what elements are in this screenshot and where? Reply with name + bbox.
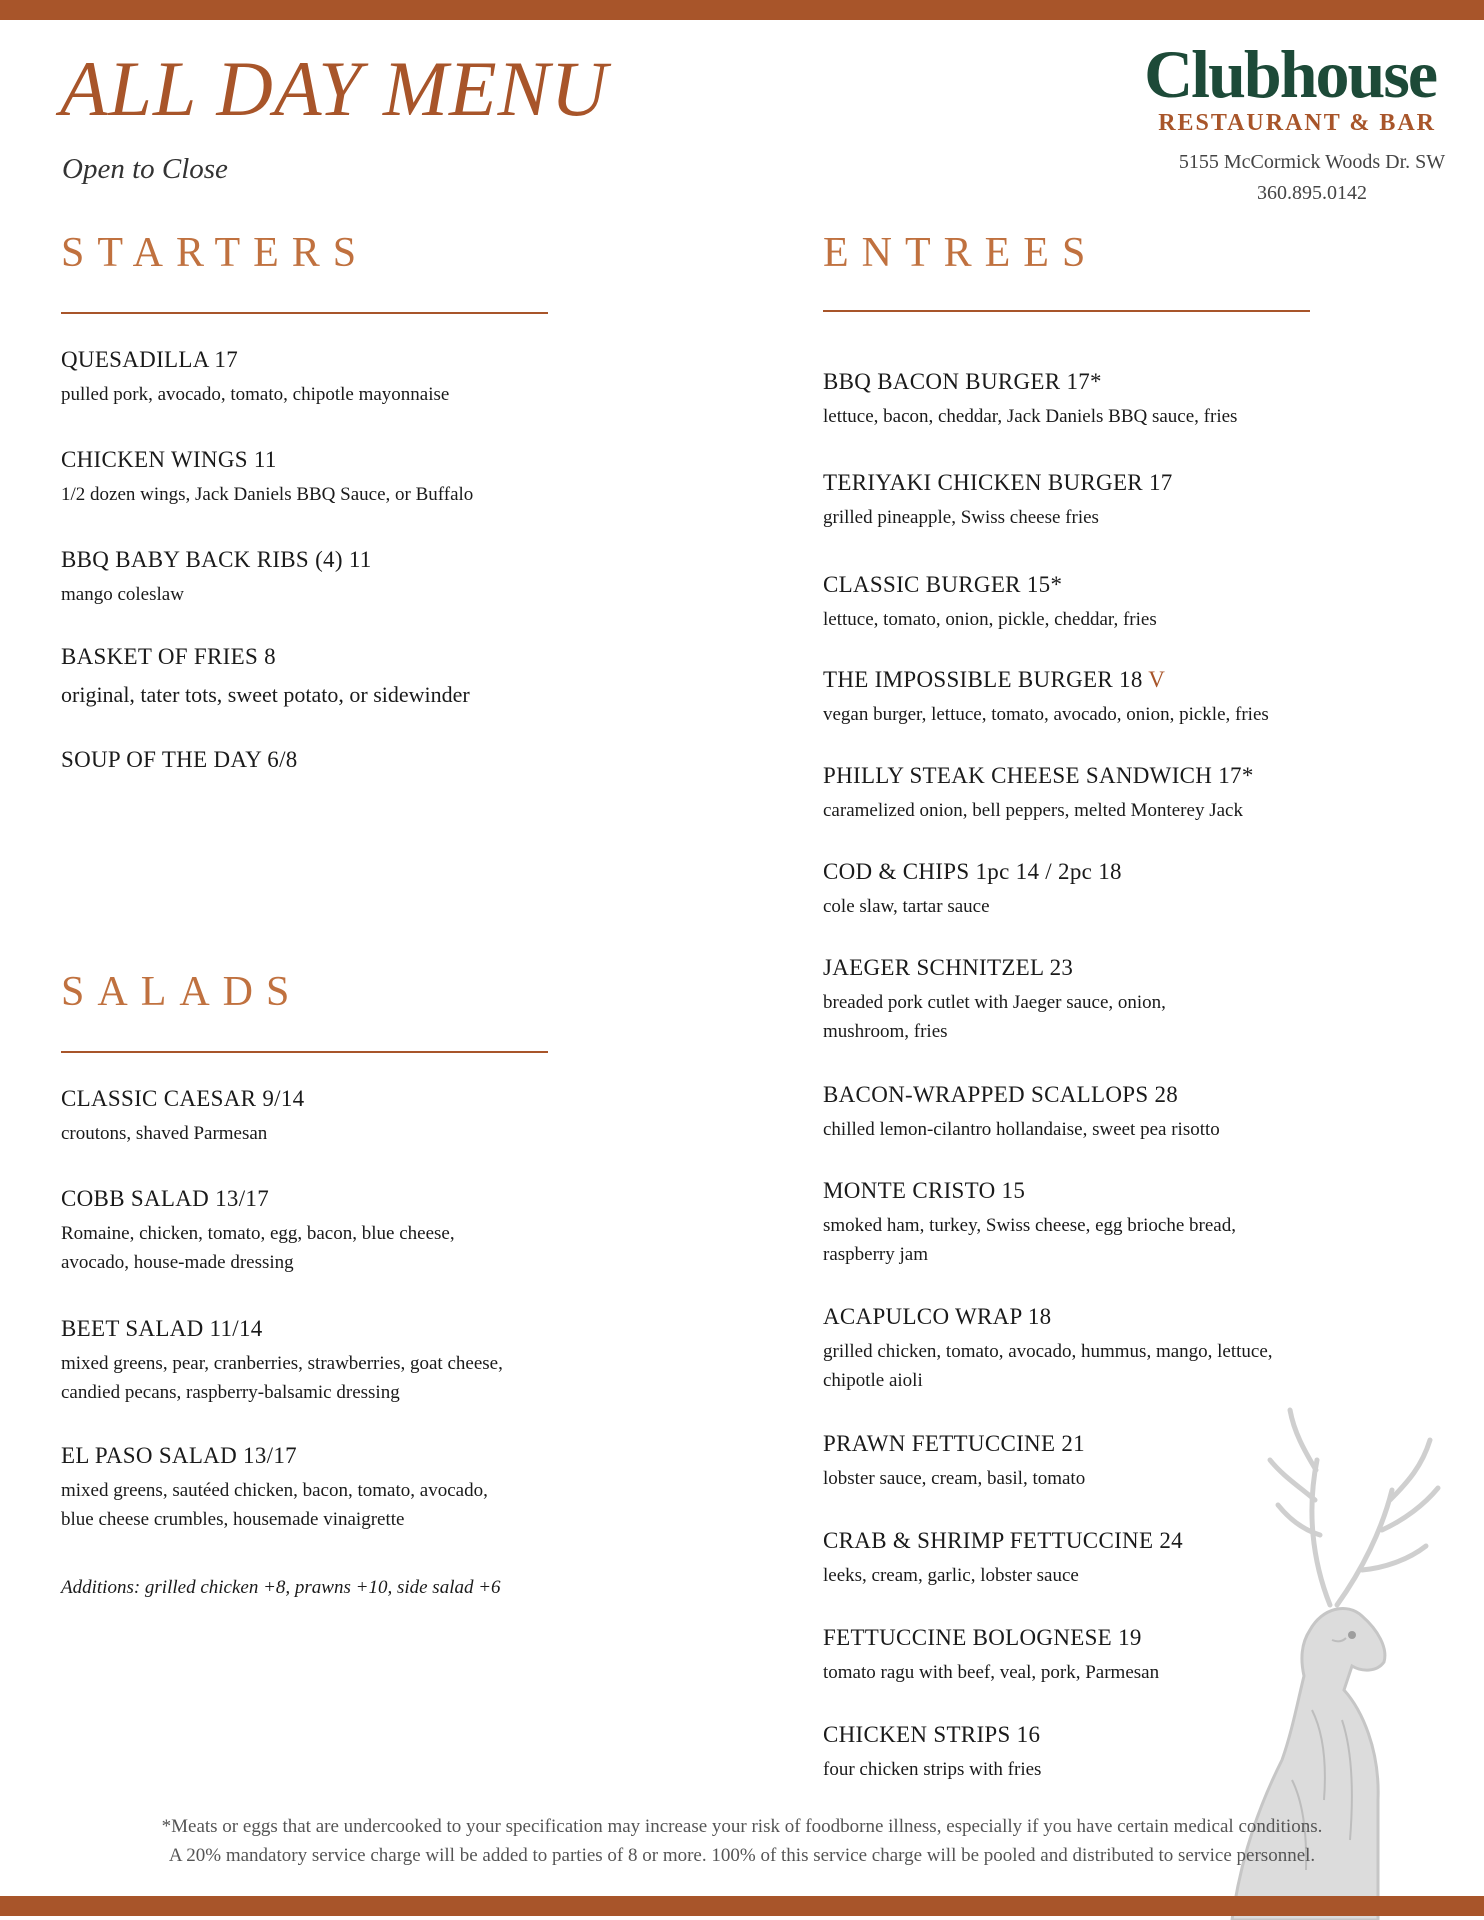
item-description-line: mushroom, fries (823, 1020, 948, 1042)
entrees-heading: ENTREES (823, 230, 1099, 276)
restaurant-logo (1120, 36, 1460, 205)
menu-item (823, 470, 1443, 533)
menu-subtitle: Open to Close (62, 153, 228, 185)
item-name: CLASSIC BURGER 15* (823, 572, 1063, 597)
salads-divider (61, 1051, 548, 1053)
salad-additions-note: Additions: grilled chicken +8, prawns +10, side salad +6 (61, 1577, 501, 1598)
item-description (61, 1477, 621, 1534)
item-description: lettuce, tomato, onion, pickle, cheddar, fries (823, 609, 1157, 630)
item-name: PRAWN FETTUCCINE 21 (823, 1431, 1085, 1456)
item-name: BBQ BACON BURGER 17* (823, 369, 1102, 394)
menu-item (61, 1086, 621, 1149)
menu-item (823, 859, 1443, 922)
item-name: JAEGER SCHNITZEL 23 (823, 955, 1074, 980)
item-description: cole slaw, tartar sauce (823, 896, 990, 917)
menu-item (823, 1082, 1443, 1145)
item-description: croutons, shaved Parmesan (61, 1123, 268, 1144)
item-name: BEET SALAD 11/14 (61, 1316, 263, 1341)
starters-divider (61, 312, 548, 314)
disclaimer-line: *Meats or eggs that are undercooked to your specification may increase your risk of foodborne illness, especially if you have certain medical conditions. (161, 1816, 1323, 1837)
item-description-line: avocado, house-made dressing (61, 1251, 294, 1273)
item-name: TERIYAKI CHICKEN BURGER 17 (823, 470, 1173, 495)
menu-item (823, 1625, 1443, 1688)
logo-name: Clubhouse (1144, 36, 1436, 112)
item-name: FETTUCCINE BOLOGNESE 19 (823, 1625, 1142, 1650)
item-description: vegan burger, lettuce, tomato, avocado, onion, pickle, fries (823, 704, 1269, 725)
menu-item (823, 1722, 1443, 1785)
menu-item (823, 1431, 1443, 1494)
item-name: CLASSIC CAESAR 9/14 (61, 1086, 305, 1111)
item-description-line: chipotle aioli (823, 1369, 923, 1391)
item-name: PHILLY STEAK CHEESE SANDWICH 17* (823, 763, 1254, 788)
item-description: four chicken strips with fries (823, 1759, 1042, 1780)
disclaimer-line: A 20% mandatory service charge will be added to parties of 8 or more. 100% of this service charge will be pooled and distributed to service personnel. (168, 1845, 1316, 1867)
item-name: QUESADILLA 17 (61, 347, 239, 372)
item-description-line: Romaine, chicken, tomato, egg, bacon, blue cheese, (61, 1223, 455, 1244)
item-description (823, 989, 1443, 1046)
menu-item (823, 763, 1443, 826)
item-description: tomato ragu with beef, veal, pork, Parmesan (823, 1662, 1160, 1683)
item-name: COD & CHIPS 1pc 14 / 2pc 18 (823, 859, 1122, 884)
menu-item (61, 1443, 621, 1534)
item-name: ACAPULCO WRAP 18 (823, 1304, 1052, 1329)
item-description (823, 1338, 1443, 1395)
item-name: CHICKEN WINGS 11 (61, 447, 277, 472)
menu-title: ALL DAY MENU (60, 45, 609, 132)
item-description-line: mixed greens, pear, cranberries, strawberries, goat cheese, (61, 1353, 503, 1374)
item-name: CHICKEN STRIPS 16 (823, 1722, 1041, 1747)
item-name-row (823, 667, 1443, 693)
vegan-mark: V (1148, 667, 1166, 692)
menu-item (61, 447, 621, 510)
item-description-line: raspberry jam (823, 1243, 928, 1265)
item-name: BBQ BABY BACK RIBS (4) 11 (61, 547, 372, 572)
item-name: THE IMPOSSIBLE BURGER 18 (823, 667, 1143, 692)
entrees-divider (823, 310, 1310, 312)
item-description (61, 1220, 621, 1277)
salads-heading: SALADS (61, 969, 303, 1015)
item-name: CRAB & SHRIMP FETTUCCINE 24 (823, 1528, 1183, 1553)
menu-item (823, 369, 1443, 432)
item-description: leeks, cream, garlic, lobster sauce (823, 1565, 1079, 1586)
item-description: pulled pork, avocado, tomato, chipotle mayonnaise (61, 384, 450, 405)
item-description: grilled pineapple, Swiss cheese fries (823, 507, 1099, 528)
item-description-line: breaded pork cutlet with Jaeger sauce, onion, (823, 992, 1166, 1013)
menu-item (61, 547, 621, 610)
footer-disclaimer (60, 1812, 1424, 1871)
item-name: EL PASO SALAD 13/17 (61, 1443, 297, 1468)
menu-item (823, 1304, 1443, 1395)
item-name: COBB SALAD 13/17 (61, 1186, 269, 1211)
item-description-line: grilled chicken, tomato, avocado, hummus, mango, lettuce, (823, 1341, 1273, 1362)
restaurant-address: 5155 McCormick Woods Dr. SW (1178, 151, 1446, 173)
menu-item (61, 747, 621, 773)
menu-item (61, 347, 621, 410)
menu-item (61, 644, 621, 711)
item-description-line: smoked ham, turkey, Swiss cheese, egg brioche bread, (823, 1215, 1236, 1236)
item-description-line: blue cheese crumbles, housemade vinaigrette (61, 1508, 405, 1530)
menu-item (823, 1528, 1443, 1591)
bottom-border-bar (0, 1896, 1484, 1916)
menu-item (823, 955, 1443, 1046)
item-description: chilled lemon-cilantro hollandaise, sweet pea risotto (823, 1119, 1220, 1140)
item-name: BACON-WRAPPED SCALLOPS 28 (823, 1082, 1179, 1107)
item-description: lettuce, bacon, cheddar, Jack Daniels BBQ sauce, fries (823, 406, 1238, 427)
menu-item (61, 1316, 621, 1407)
item-name: SOUP OF THE DAY 6/8 (61, 747, 298, 772)
item-name: BASKET OF FRIES 8 (61, 644, 276, 669)
top-border-bar (0, 0, 1484, 20)
starters-heading: STARTERS (61, 230, 370, 276)
item-description (61, 1350, 621, 1407)
menu-item (61, 1186, 621, 1277)
item-description: mango coleslaw (61, 584, 184, 605)
item-name: MONTE CRISTO 15 (823, 1178, 1026, 1203)
item-description-line: mixed greens, sautéed chicken, bacon, tomato, avocado, (61, 1480, 488, 1501)
item-description: 1/2 dozen wings, Jack Daniels BBQ Sauce, or Buffalo (61, 484, 474, 505)
item-description: original, tater tots, sweet potato, or sidewinder (61, 682, 470, 707)
item-description-line: candied pecans, raspberry-balsamic dressing (61, 1381, 400, 1403)
restaurant-phone: 360.895.0142 (1257, 182, 1367, 204)
menu-item (823, 1178, 1443, 1269)
item-description (823, 1212, 1443, 1269)
item-description: caramelized onion, bell peppers, melted Monterey Jack (823, 800, 1243, 821)
logo-tagline: RESTAURANT & BAR (1158, 110, 1436, 136)
menu-item (823, 572, 1443, 635)
item-description: lobster sauce, cream, basil, tomato (823, 1468, 1086, 1489)
menu-item (823, 667, 1443, 730)
